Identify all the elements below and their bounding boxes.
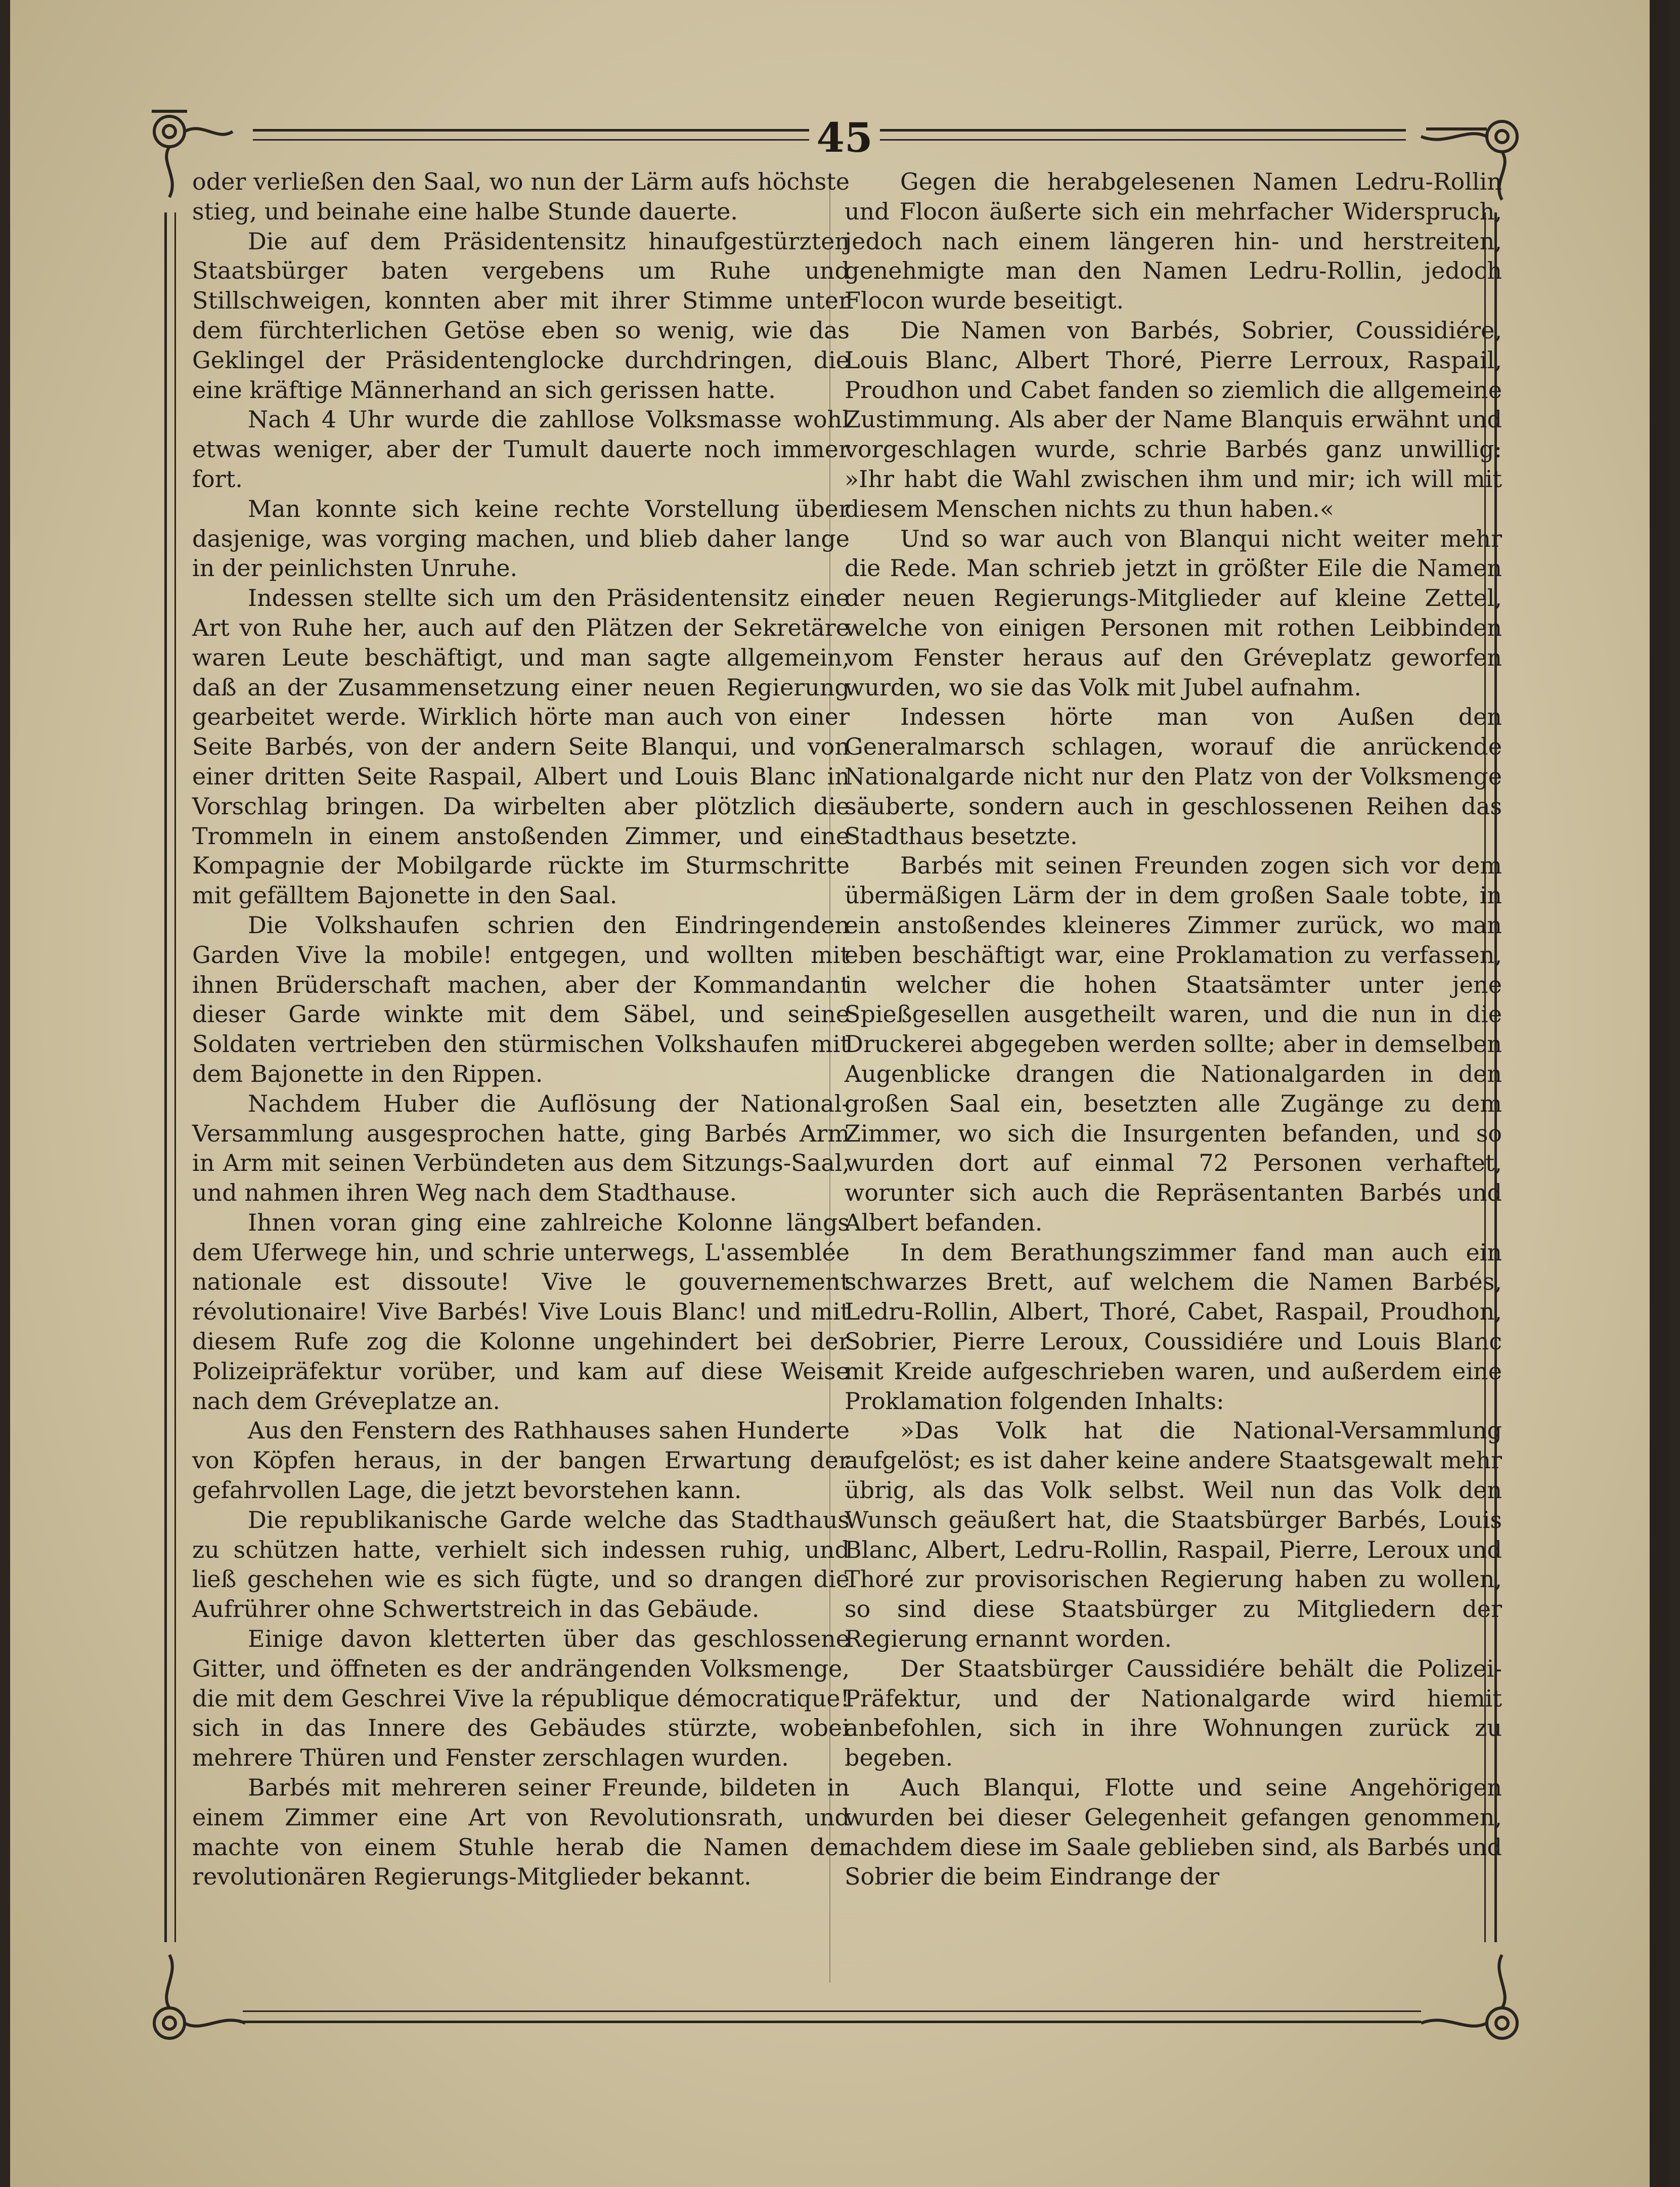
newspaper-page bbox=[10, 0, 1670, 2187]
header-rule-right-top bbox=[880, 129, 1406, 132]
corner-ornament-bottom-right bbox=[1416, 1952, 1527, 2053]
right-paragraph: »Das Volk hat die National-Versammlung aufgelöst; es ist daher keine andere Staatsgewalt mehr übrig, als das Volk selbst. Weil nun das Volk den Wunsch geäußert hat, die Staatsbürger Barbés, Louis Blanc, Albert, Ledru-Rollin, Raspail, Pierre, Leroux und Thoré zur provisorischen Regierung haben zu wollen, so sind diese Staatsbürger zu Mitgliedern der Regierung ernannt worden. bbox=[845, 1417, 1502, 1653]
right-paragraph: Barbés mit seinen Freunden zogen sich vor dem übermäßigen Lärm der in dem großen Saale tobte, in ein anstoßendes kleineres Zimmer zurück, wo man eben beschäftigt war, eine Proklamation zu verfassen, in welcher die hohen Staatsämter unter jene Spießgesellen ausgetheilt waren, und die nun in die Druckerei abgegeben werden sollte; aber in demselben Augenblicke drangen die Nationalgarden in den großen Saal ein, besetzten alle Zugänge zu dem Zimmer, wo sich die Insurgenten befanden, und so wurden dort auf einmal 72 Personen verhaftet, worunter sich auch die Repräsentanten Barbés und Albert befanden. bbox=[845, 852, 1502, 1236]
right-paragraph: Die Namen von Barbés, Sobrier, Coussidiére, Louis Blanc, Albert Thoré, Pierre Lerroux, Raspail, Proudhon und Cabet fanden so ziemlich die allgemeine Zustimmung. Als aber der Name Blanquis erwähnt und vorgeschlagen wurde, schrie Barbés ganz unwillig: »Ihr habt die Wahl zwischen ihm und mir; ich will mit diesem Menschen nichts zu thun haben.« bbox=[845, 316, 1502, 522]
left-paragraph: Die Volkshaufen schrien den Eindringenden Garden Vive la mobile! entgegen, und wollten mit ihnen Brüderschaft machen, aber der Kommandant dieser Garde winkte mit dem Säbel, und seine Soldaten vertrieben den stürmischen Volkshaufen mit dem Bajonette in den Rippen. bbox=[192, 911, 850, 1087]
frame-line-left bbox=[164, 212, 167, 1942]
right-paragraph: In dem Berathungszimmer fand man auch ein schwarzes Brett, auf welchem die Namen Barbés, Ledru-Rollin, Albert, Thoré, Cabet, Raspail, Proudhon, Sobrier, Pierre Leroux, Coussidiére und Louis Blanc mit Kreide aufgeschrieben waren, und außerdem eine Proklamation folgenden Inhalts: bbox=[845, 1238, 1502, 1415]
left-paragraph: Aus den Fenstern des Rathhauses sahen Hunderte von Köpfen heraus, in der bangen Erwartung der gefahrvollen Lage, die jetzt bevorstehen kann. bbox=[192, 1417, 850, 1504]
header-rule-right-bottom bbox=[880, 139, 1406, 141]
corner-ornament-bottom-left bbox=[147, 1952, 248, 2053]
frame-line-left-inner bbox=[174, 212, 176, 1942]
frame-line-bottom bbox=[243, 2021, 1421, 2023]
left-paragraph: Nach 4 Uhr wurde die zahllose Volksmasse wohl etwas weniger, aber der Tumult dauerte noch immer fort. bbox=[192, 406, 850, 493]
left-paragraph: Man konnte sich keine rechte Vorstellung über dasjenige, was vorging machen, und blieb daher lange in der peinlichsten Unruhe. bbox=[192, 495, 850, 582]
left-paragraph: Die republikanische Garde welche das Stadthaus zu schützen hatte, verhielt sich indessen ruhig, und ließ geschehen wie es sich fügte, und so drangen die Aufrührer ohne Schwertstreich in das Gebäude. bbox=[192, 1506, 850, 1623]
left-column bbox=[192, 167, 850, 1892]
header-rule-left-bottom bbox=[253, 139, 809, 141]
left-paragraph: Nachdem Huber die Auflösung der National-Versammlung ausgesprochen hatte, ging Barbés Arm in Arm mit seinen Verbündeten aus dem Sitzungs-Saal, und nahmen ihren Weg nach dem Stadthause. bbox=[192, 1089, 850, 1207]
left-paragraph: Barbés mit mehreren seiner Freunde, bildeten in einem Zimmer eine Art von Revolutionsrath, und machte von einem Stuhle herab die Namen der revolutionären Regierungs-Mitglieder bekannt. bbox=[192, 1774, 850, 1891]
right-column bbox=[845, 167, 1502, 1892]
binding-edge bbox=[1650, 0, 1670, 2187]
right-paragraph: Auch Blanqui, Flotte und seine Angehörigen wurden bei dieser Gelegenheit gefangen genommen, nachdem diese im Saale geblieben sind, als Barbés und Sobrier die beim Eindrange der bbox=[845, 1774, 1502, 1891]
left-paragraph: Die auf dem Präsidentensitz hinaufgestürzten Staatsbürger baten vergebens um Ruhe und Stillschweigen, konnten aber mit ihrer Stimme unter dem fürchterlichen Getöse eben so wenig, wie das Geklingel der Präsidentenglocke durchdringen, die eine kräftige Männerhand an sich gerissen hatte. bbox=[192, 227, 850, 404]
right-paragraph: Indessen hörte man von Außen den Generalmarsch schlagen, worauf die anrückende Nationalgarde nicht nur den Platz von der Volksmenge säuberte, sondern auch in geschlossenen Reihen das Stadthaus besetzte. bbox=[845, 703, 1502, 850]
left-paragraph: Indessen stellte sich um den Präsidentensitz eine Art von Ruhe her, auch auf den Plätzen der Sekretäre waren Leute beschäftigt, und man sagte allgemein, daß an der Zusammensetzung einer neuen Regierung gearbeitet werde. Wirklich hörte man auch von einer Seite Barbés, von der andern Seite Blanqui, und von einer dritten Seite Raspail, Albert und Louis Blanc in Vorschlag bringen. Da wirbelten aber plötzlich die Trommeln in einem anstoßenden Zimmer, und eine Kompagnie der Mobilgarde rückte im Sturmschritte mit gefälltem Bajonette in den Saal. bbox=[192, 584, 850, 909]
page-number: 45 bbox=[816, 114, 873, 161]
left-paragraph: oder verließen den Saal, wo nun der Lärm aufs höchste stieg, und beinahe eine halbe Stunde dauerte. bbox=[192, 168, 850, 225]
header-rule-left-top bbox=[253, 129, 809, 132]
left-paragraph: Einige davon kletterten über das geschlossene Gitter, und öffneten es der andrängenden Volksmenge, die mit dem Geschrei Vive la république démocratique! sich in das Innere des Gebäudes stürzte, wobei mehrere Thüren und Fenster zerschlagen wurden. bbox=[192, 1625, 850, 1772]
right-paragraph: Und so war auch von Blanqui nicht weiter mehr die Rede. Man schrieb jetzt in größter Eile die Namen der neuen Regierungs-Mitglieder auf kleine Zettel, welche von einigen Personen mit rothen Leibbinden vom Fenster heraus auf den Gréveplatz geworfen wurden, wo sie das Volk mit Jubel aufnahm. bbox=[845, 524, 1502, 701]
right-paragraph: Gegen die herabgelesenen Namen Ledru-Rollin und Flocon äußerte sich ein mehrfacher Widerspruch, jedoch nach einem längeren hin- und herstreiten, genehmigte man den Namen Ledru-Rollin, jedoch Flocon wurde beseitigt. bbox=[845, 168, 1502, 315]
right-paragraph: Der Staatsbürger Caussidiére behält die Polizei-Präfektur, und der Nationalgarde wird hiemit anbefohlen, sich in ihre Wohnungen zurück zu begeben. bbox=[845, 1654, 1502, 1772]
left-paragraph: Ihnen voran ging eine zahlreiche Kolonne längs dem Uferwege hin, und schrie unterwegs, L'assemblée nationale est dissoute! Vive le gouvernement révolutionaire! Vive Barbés! Vive Louis Blanc! und mit diesem Rufe zog die Kolonne ungehindert bei der Polizeipräfektur vorüber, und kam auf diese Weise nach dem Gréveplatze an. bbox=[192, 1208, 850, 1415]
frame-line-bottom-inner bbox=[243, 2010, 1421, 2012]
